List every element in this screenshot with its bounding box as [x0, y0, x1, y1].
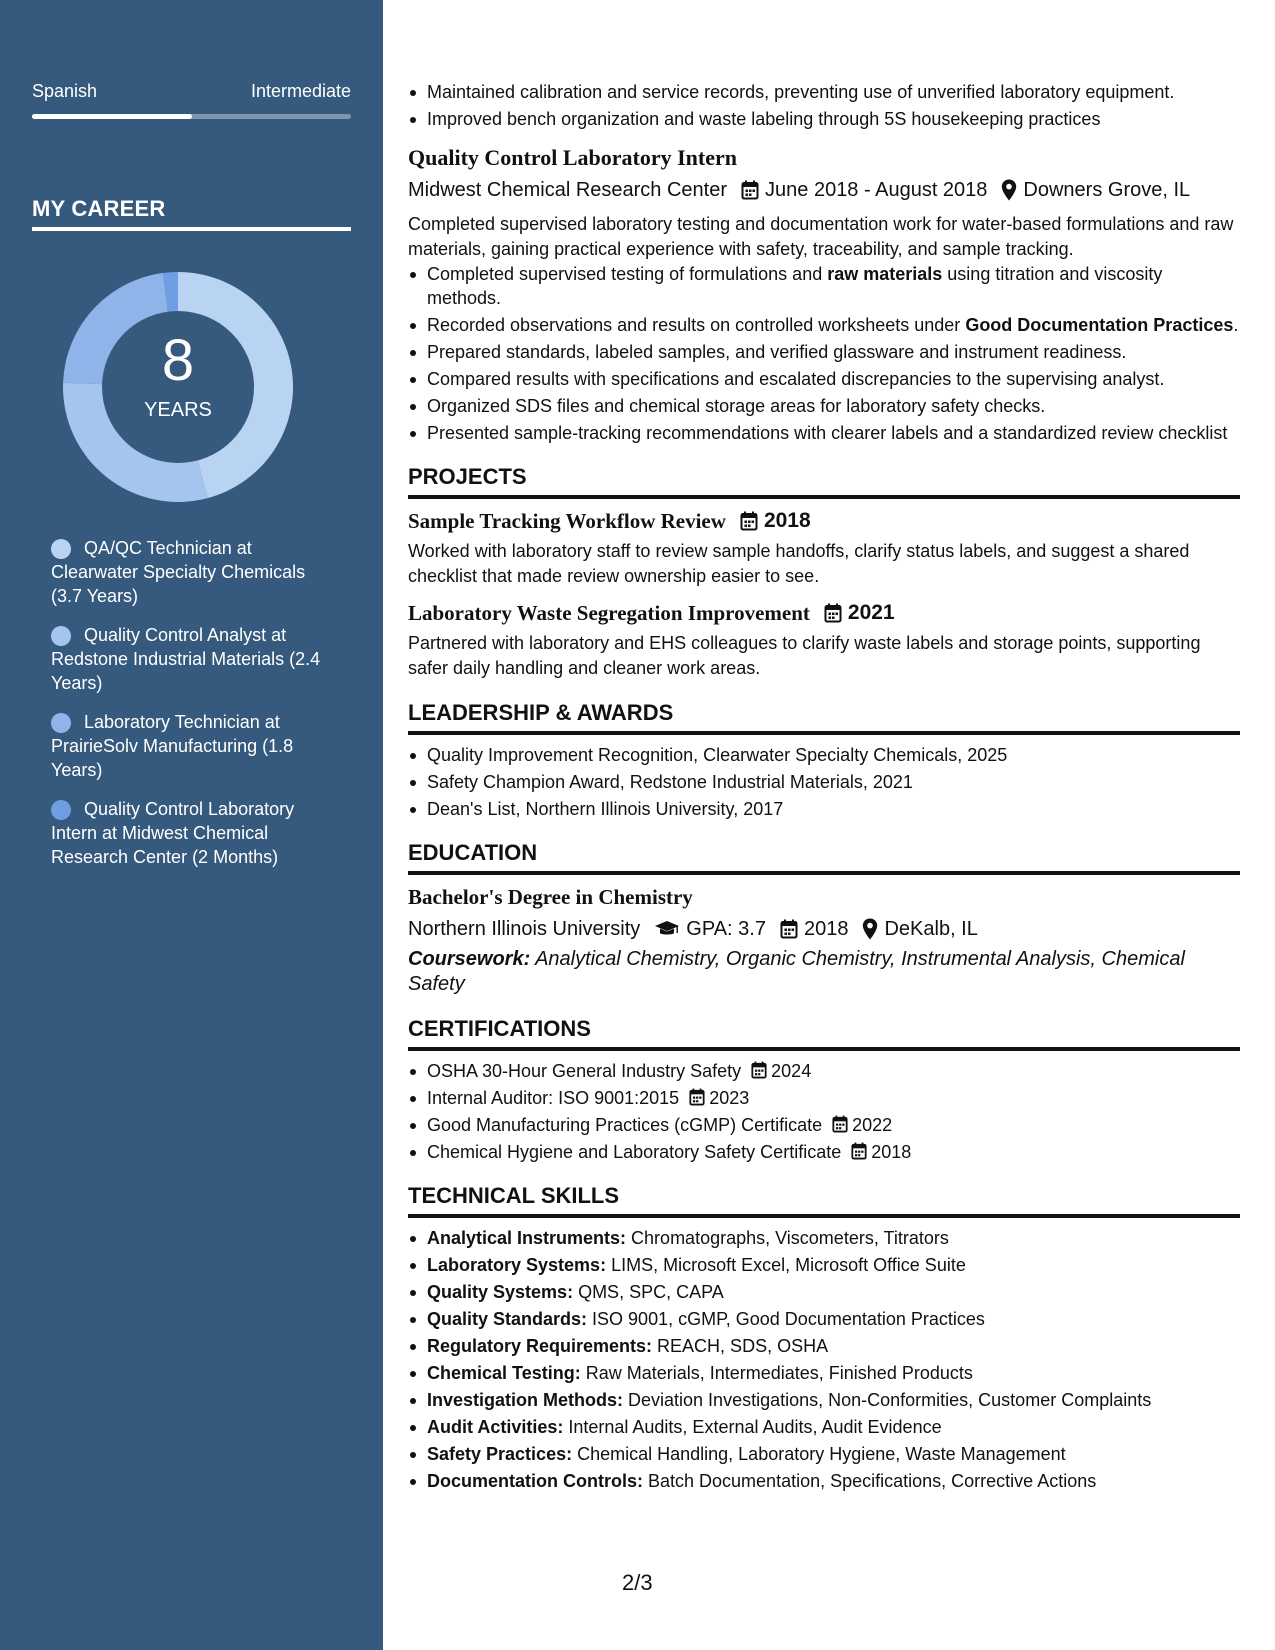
project-header	[408, 507, 1240, 535]
certification-item	[408, 1113, 1240, 1137]
certifications-list	[408, 1059, 1240, 1164]
skill-item	[408, 1469, 1240, 1493]
skill-label: Quality Standards:	[427, 1309, 588, 1329]
leadership-list	[408, 743, 1240, 821]
skill-value: Raw Materials, Intermediates, Finished Products	[580, 1363, 973, 1383]
bullet-item	[408, 313, 1240, 337]
certification-year: 2018	[871, 1142, 912, 1162]
calendar-icon	[741, 180, 759, 200]
skill-label: Regulatory Requirements:	[427, 1336, 653, 1356]
skill-item	[408, 1334, 1240, 1358]
certification-name: Good Manufacturing Practices (cGMP) Certificate	[427, 1115, 823, 1135]
skill-label: Investigation Methods:	[427, 1390, 624, 1410]
location-pin-icon	[1001, 179, 1017, 201]
certification-year: 2023	[709, 1088, 750, 1108]
project-year: 2018	[763, 509, 811, 532]
bullet-text: using titration and viscosity methods.	[427, 264, 1163, 308]
career-item-dot	[51, 713, 71, 733]
calendar-icon	[740, 511, 758, 531]
language-level: Intermediate	[250, 81, 351, 101]
bullet-item	[408, 262, 1240, 310]
coursework	[408, 947, 1240, 997]
degree-title: Bachelor's Degree in Chemistry	[408, 885, 693, 909]
language-proficiency-bar	[32, 114, 351, 119]
project-description: Worked with laboratory staff to review sample handoffs, clarify status labels, and suggest a shared checklist that made review ownership easier to see.	[408, 541, 1190, 586]
certification-item	[408, 1086, 1240, 1110]
career-item-text: Quality Control Analyst at Redstone Industrial Materials (2.4 Years)	[51, 625, 321, 693]
job-bullets	[408, 262, 1240, 445]
skill-label: Chemical Testing:	[427, 1363, 581, 1383]
projects-heading: PROJECTS	[408, 464, 527, 489]
coursework-label: Coursework:	[408, 948, 531, 970]
career-item	[51, 623, 341, 695]
career-heading: MY CAREER	[32, 196, 166, 221]
job-title: Quality Control Laboratory Intern	[408, 145, 737, 170]
skill-label: Documentation Controls:	[427, 1471, 643, 1491]
calendar-icon	[751, 1061, 767, 1079]
project-title: Sample Tracking Workflow Review	[408, 509, 726, 533]
bullet-text: Completed supervised testing of formulations and	[427, 264, 828, 284]
job-meta	[408, 176, 1240, 204]
skill-value: Batch Documentation, Specifications, Corrective Actions	[643, 1471, 1097, 1491]
bullet-bold: Good Documentation Practices	[965, 315, 1234, 335]
education-heading: EDUCATION	[408, 840, 538, 865]
bullet-item: Organized SDS files and chemical storage areas for laboratory safety checks.	[408, 394, 1240, 418]
skills-heading: TECHNICAL SKILLS	[408, 1183, 620, 1208]
skill-item	[408, 1253, 1240, 1277]
page-number: 2/3	[622, 1570, 653, 1595]
certification-year: 2024	[771, 1061, 812, 1081]
job-company: Midwest Chemical Research Center	[408, 179, 728, 201]
project-description: Partnered with laboratory and EHS colleagues to clarify waste labels and storage points, supporting safer daily handling and cleaner work areas.	[408, 633, 1201, 678]
school-location: DeKalb, IL	[884, 918, 978, 940]
job-dates: June 2018 - August 2018	[765, 179, 988, 201]
career-total-unit: YEARS	[144, 399, 212, 421]
sidebar	[0, 0, 383, 1650]
project-year: 2021	[847, 601, 895, 624]
certification-name: OSHA 30-Hour General Industry Safety	[427, 1061, 742, 1081]
career-item-dot	[51, 800, 71, 820]
skill-label: Laboratory Systems:	[427, 1255, 607, 1275]
skill-value: Chromatographs, Viscometers, Titrators	[626, 1228, 949, 1248]
bullet-item: Compared results with specifications and escalated discrepancies to the supervising analyst.	[408, 367, 1240, 391]
job-description: Completed supervised laboratory testing and documentation work for water-based formulations and raw materials, gaining practical experience with safety, traceability, and sample tracking.	[408, 214, 1234, 259]
language-row	[32, 81, 351, 105]
section-rule	[408, 495, 1240, 499]
language-name: Spanish	[32, 81, 98, 101]
career-item	[51, 536, 341, 608]
career-heading-rule	[32, 227, 351, 231]
bullet-text: .	[1233, 315, 1239, 335]
skill-label: Safety Practices:	[427, 1444, 573, 1464]
job-location: Downers Grove, IL	[1023, 179, 1191, 201]
career-item-text: Quality Control Laboratory Intern at Midwest Chemical Research Center (2 Months)	[51, 799, 295, 867]
certification-name: Chemical Hygiene and Laboratory Safety Certificate	[427, 1142, 842, 1162]
career-item-text: QA/QC Technician at Clearwater Specialty Chemicals (3.7 Years)	[51, 538, 306, 606]
career-item-text: Laboratory Technician at PrairieSolv Manufacturing (1.8 Years)	[51, 712, 294, 780]
main-content	[408, 80, 1240, 1496]
calendar-icon	[780, 919, 798, 939]
section-rule	[408, 1047, 1240, 1051]
skill-item	[408, 1442, 1240, 1466]
section-rule	[408, 1214, 1240, 1218]
education-meta	[408, 915, 1240, 943]
certification-year: 2022	[852, 1115, 893, 1135]
skill-item	[408, 1415, 1240, 1439]
bullet-item: Improved bench organization and waste labeling through 5S housekeeping practices	[408, 107, 1240, 131]
language-proficiency-fill	[32, 114, 192, 119]
skill-label: Quality Systems:	[427, 1282, 574, 1302]
project-header	[408, 599, 1240, 627]
leadership-heading: LEADERSHIP & AWARDS	[408, 700, 674, 725]
skill-item	[408, 1226, 1240, 1250]
location-pin-icon	[862, 918, 878, 940]
skill-item	[408, 1280, 1240, 1304]
award-item: Safety Champion Award, Redstone Industrial Materials, 2021	[408, 770, 1240, 794]
skill-value: Internal Audits, External Audits, Audit Evidence	[563, 1417, 942, 1437]
bullet-bold: raw materials	[827, 264, 943, 284]
bullet-item: Maintained calibration and service records, preventing use of unverified laboratory equipment.	[408, 80, 1240, 104]
bullet-item: Prepared standards, labeled samples, and verified glassware and instrument readiness.	[408, 340, 1240, 364]
award-item: Quality Improvement Recognition, Clearwater Specialty Chemicals, 2025	[408, 743, 1240, 767]
skill-label: Analytical Instruments:	[427, 1228, 627, 1248]
career-item	[51, 710, 341, 782]
skill-value: ISO 9001, cGMP, Good Documentation Practices	[587, 1309, 985, 1329]
skills-list	[408, 1226, 1240, 1493]
project-title: Laboratory Waste Segregation Improvement	[408, 601, 810, 625]
career-item-dot	[51, 539, 71, 559]
skill-value: QMS, SPC, CAPA	[573, 1282, 724, 1302]
previous-job-bullets	[408, 80, 1240, 131]
skill-value: Deviation Investigations, Non-Conformities, Customer Complaints	[623, 1390, 1152, 1410]
certification-name: Internal Auditor: ISO 9001:2015	[427, 1088, 680, 1108]
career-item-dot	[51, 626, 71, 646]
certifications-heading: CERTIFICATIONS	[408, 1016, 591, 1041]
skill-value: Chemical Handling, Laboratory Hygiene, Waste Management	[572, 1444, 1066, 1464]
calendar-icon	[832, 1115, 848, 1133]
career-list	[51, 536, 341, 884]
bullet-item: Presented sample-tracking recommendations with clearer labels and a standardized review checklist	[408, 421, 1240, 445]
certification-item	[408, 1140, 1240, 1164]
award-item: Dean's List, Northern Illinois University, 2017	[408, 797, 1240, 821]
coursework-list: Analytical Chemistry, Organic Chemistry, Instrumental Analysis, Chemical Safety	[408, 948, 1185, 995]
skill-item	[408, 1361, 1240, 1385]
skill-item	[408, 1388, 1240, 1412]
calendar-icon	[851, 1142, 867, 1160]
skill-item	[408, 1307, 1240, 1331]
skill-label: Audit Activities:	[427, 1417, 564, 1437]
certification-item	[408, 1059, 1240, 1083]
skill-value: LIMS, Microsoft Excel, Microsoft Office Suite	[606, 1255, 966, 1275]
bullet-text: Recorded observations and results on controlled worksheets under	[427, 315, 966, 335]
skill-value: REACH, SDS, OSHA	[652, 1336, 829, 1356]
calendar-icon	[824, 603, 842, 623]
career-item	[51, 797, 341, 869]
gpa: GPA: 3.7	[686, 918, 766, 940]
graduation-cap-icon	[654, 920, 680, 938]
career-total-number: 8	[161, 328, 195, 393]
school-name: Northern Illinois University	[408, 918, 641, 940]
section-rule	[408, 871, 1240, 875]
calendar-icon	[689, 1088, 705, 1106]
career-donut-chart	[63, 272, 293, 502]
section-rule	[408, 731, 1240, 735]
graduation-year: 2018	[803, 918, 849, 940]
